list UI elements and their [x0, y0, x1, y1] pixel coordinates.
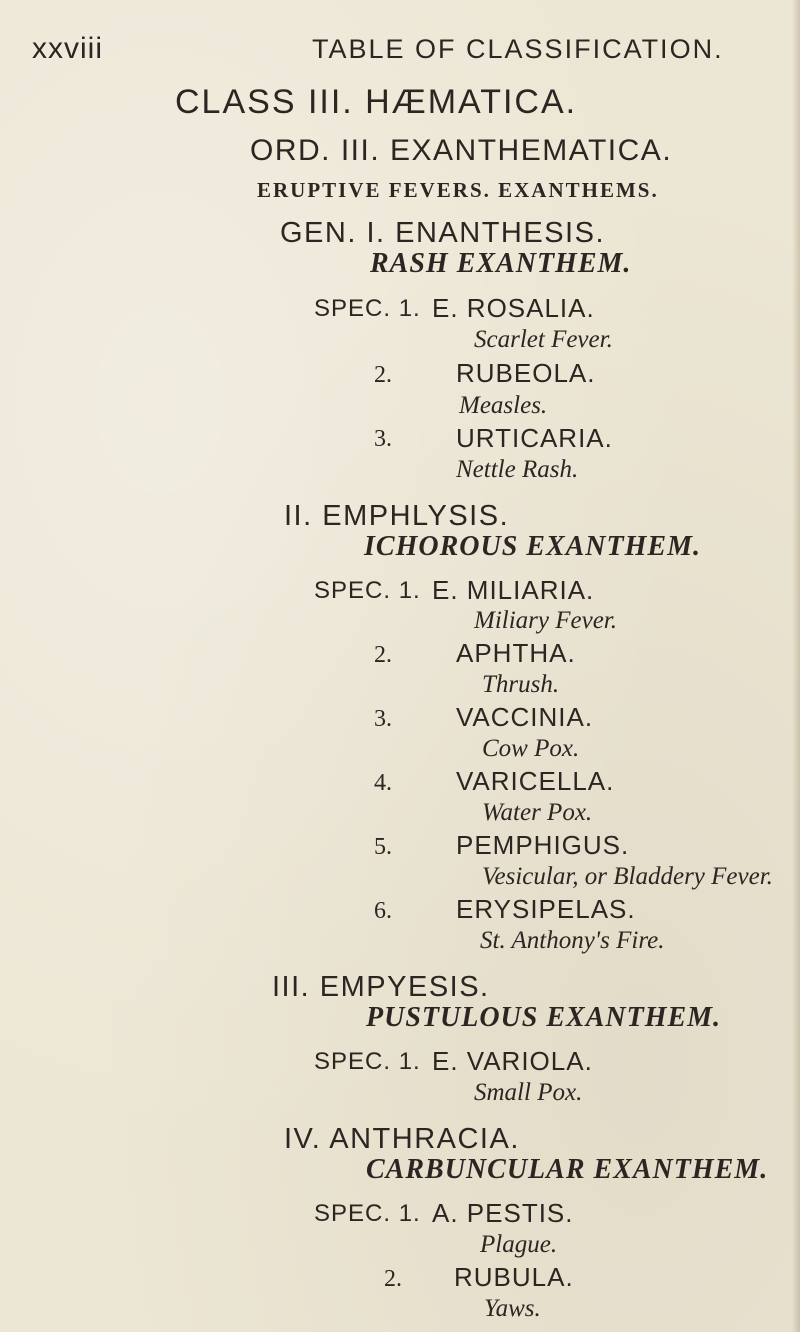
genus-english-name: RASH EXANTHEM. — [370, 248, 632, 279]
genus-heading: IV. ANTHRACIA. — [284, 1123, 520, 1155]
order-heading: ORD. III. EXANTHEMATICA. — [250, 134, 673, 167]
species-common-name: Plague. — [480, 1231, 558, 1258]
species-common-name: St. Anthony's Fire. — [480, 927, 665, 954]
species-number: 2. — [374, 642, 392, 668]
spec-label: SPEC. 1. — [314, 1200, 421, 1227]
spec-label: SPEC. 1. — [314, 577, 421, 604]
species-name: E. MILIARIA. — [432, 575, 595, 605]
genus-english-name: ICHOROUS EXANTHEM. — [364, 531, 701, 562]
species-common-name: Yaws. — [484, 1295, 541, 1322]
species-number: 6. — [374, 898, 392, 924]
species-common-name: Small Pox. — [474, 1079, 583, 1106]
genus-heading: GEN. I. ENANTHESIS. — [280, 217, 605, 249]
species-common-name: Measles. — [459, 392, 548, 419]
species-number: 3. — [374, 426, 392, 452]
species-name: VARICELLA. — [456, 766, 615, 796]
species-number: 2. — [384, 1266, 402, 1292]
species-name: URTICARIA. — [456, 423, 613, 453]
class-heading: CLASS III. HÆMATICA. — [175, 83, 578, 121]
species-number: 3. — [374, 706, 392, 732]
species-name: RUBULA. — [454, 1262, 574, 1292]
species-common-name: Scarlet Fever. — [474, 326, 613, 353]
spec-label: SPEC. 1. — [314, 1048, 421, 1075]
species-common-name: Vesicular, or Bladdery Fever. — [482, 863, 773, 890]
species-number: 2. — [374, 362, 392, 388]
species-name: A. PESTIS. — [432, 1198, 574, 1228]
species-common-name: Water Pox. — [482, 799, 593, 826]
genus-heading: II. EMPHLYSIS. — [284, 500, 510, 532]
species-number: 4. — [374, 770, 392, 796]
species-name: RUBEOLA. — [456, 358, 596, 388]
species-common-name: Miliary Fever. — [474, 607, 618, 634]
page-number: xxviii — [32, 32, 103, 65]
species-common-name: Cow Pox. — [482, 735, 580, 762]
species-name: E. VARIOLA. — [432, 1046, 593, 1076]
species-name: PEMPHIGUS. — [456, 830, 630, 860]
species-name: APHTHA. — [456, 638, 576, 668]
species-common-name: Nettle Rash. — [456, 456, 579, 483]
species-name: E. ROSALIA. — [432, 293, 595, 323]
genus-english-name: PUSTULOUS EXANTHEM. — [366, 1002, 722, 1033]
order-subtitle: ERUPTIVE FEVERS. EXANTHEMS. — [257, 178, 659, 202]
species-name: ERYSIPELAS. — [456, 894, 636, 924]
species-common-name: Thrush. — [482, 671, 560, 698]
running-head: TABLE OF CLASSIFICATION. — [312, 34, 724, 64]
genus-heading: III. EMPYESIS. — [272, 971, 490, 1003]
page-edge-shadow — [792, 0, 800, 1332]
species-number: 5. — [374, 834, 392, 860]
species-name: VACCINIA. — [456, 702, 594, 732]
spec-label: SPEC. 1. — [314, 295, 421, 322]
genus-english-name: CARBUNCULAR EXANTHEM. — [366, 1154, 769, 1185]
